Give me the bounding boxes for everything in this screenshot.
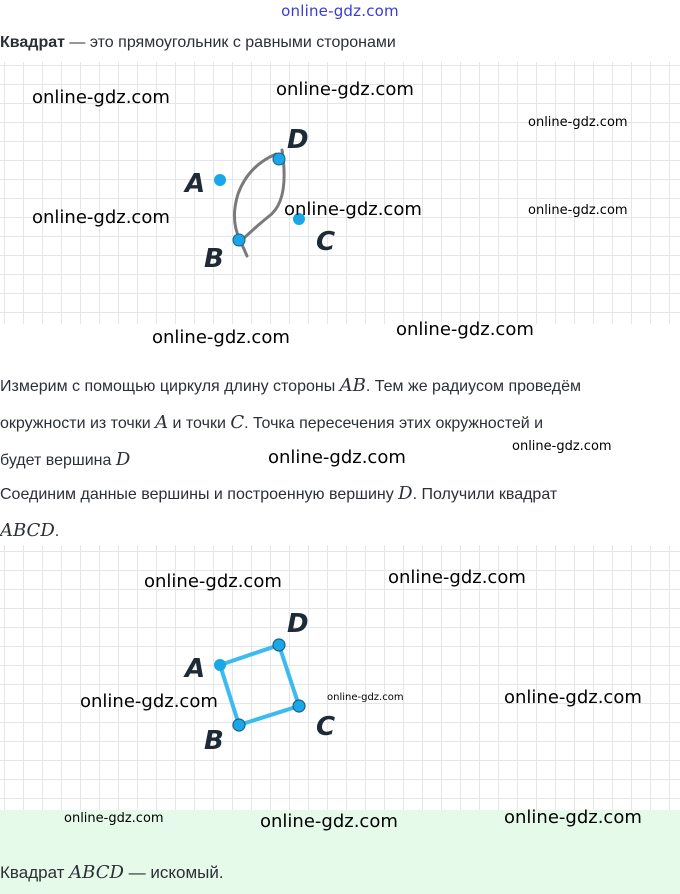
answer-text-1: Квадрат xyxy=(0,863,70,882)
watermark: online-gdz.com xyxy=(512,439,612,454)
point-b xyxy=(233,234,245,246)
watermark: online-gdz.com xyxy=(284,199,422,220)
watermark: online-gdz.com xyxy=(152,327,290,348)
site-header[interactable]: online-gdz.com xyxy=(281,2,399,20)
watermark: online-gdz.com xyxy=(504,807,642,828)
watermark: online-gdz.com xyxy=(32,87,170,108)
definition-term: Квадрат xyxy=(0,34,65,51)
label-d: D xyxy=(287,125,309,155)
answer-text xyxy=(0,862,224,883)
watermark: online-gdz.com xyxy=(268,447,406,468)
watermark: online-gdz.com xyxy=(276,79,414,100)
label-b: B xyxy=(204,244,224,274)
square-label-b: B xyxy=(204,726,224,756)
watermark: online-gdz.com xyxy=(144,571,282,592)
answer-text-2: — искомый. xyxy=(123,863,224,882)
para1-text-5: . Точка пересечения этих окружностей и xyxy=(244,415,544,432)
figure-square xyxy=(0,545,680,810)
watermark: online-gdz.com xyxy=(396,319,534,340)
square-label-a: A xyxy=(185,654,206,684)
label-a: A xyxy=(185,169,206,199)
math-c: C xyxy=(230,412,245,433)
math-a: A xyxy=(155,412,169,433)
watermark: online-gdz.com xyxy=(528,203,628,218)
math-d-2: D xyxy=(398,483,413,504)
paragraph-connect xyxy=(0,476,557,550)
square-abcd xyxy=(220,645,299,725)
watermark: online-gdz.com xyxy=(32,207,170,228)
para2-text-2: . Получили квадрат xyxy=(412,486,558,503)
math-abcd: ABCD xyxy=(0,520,55,541)
definition-rest: — это прямоугольник с равными сторонами xyxy=(64,34,396,51)
square-label-c: C xyxy=(316,712,336,742)
watermark: online-gdz.com xyxy=(80,691,218,712)
para1-text-2: . Тем же радиусом проведём xyxy=(365,378,582,395)
point-d xyxy=(273,153,285,165)
para1-text-3: окружности из точки xyxy=(0,415,156,432)
watermark: online-gdz.com xyxy=(260,811,398,832)
watermark: online-gdz.com xyxy=(504,687,642,708)
vertex-b xyxy=(233,719,245,731)
para2-text-1: Соединим данные вершины и построенную вершину xyxy=(0,486,399,503)
watermark: online-gdz.com xyxy=(64,811,164,826)
math-ab: AB xyxy=(339,375,366,396)
vertex-c xyxy=(293,700,305,712)
point-a xyxy=(214,174,226,186)
vertex-a xyxy=(214,659,226,671)
para1-text-1: Измерим с помощью циркуля длину стороны xyxy=(0,378,340,395)
vertex-d xyxy=(273,639,285,651)
label-c: C xyxy=(316,227,336,257)
para1-text-6: будет вершина xyxy=(0,452,116,469)
para1-text-4: и точки xyxy=(168,415,231,432)
math-d: D xyxy=(115,449,131,470)
para2-text-3: . xyxy=(54,523,60,540)
definition-text xyxy=(0,34,396,52)
square-label-d: D xyxy=(287,609,309,639)
watermark: online-gdz.com xyxy=(388,567,526,588)
watermark: online-gdz.com xyxy=(327,692,404,703)
answer-math-abcd: ABCD xyxy=(69,862,124,883)
square-diagram xyxy=(0,545,680,810)
watermark: online-gdz.com xyxy=(528,115,628,130)
